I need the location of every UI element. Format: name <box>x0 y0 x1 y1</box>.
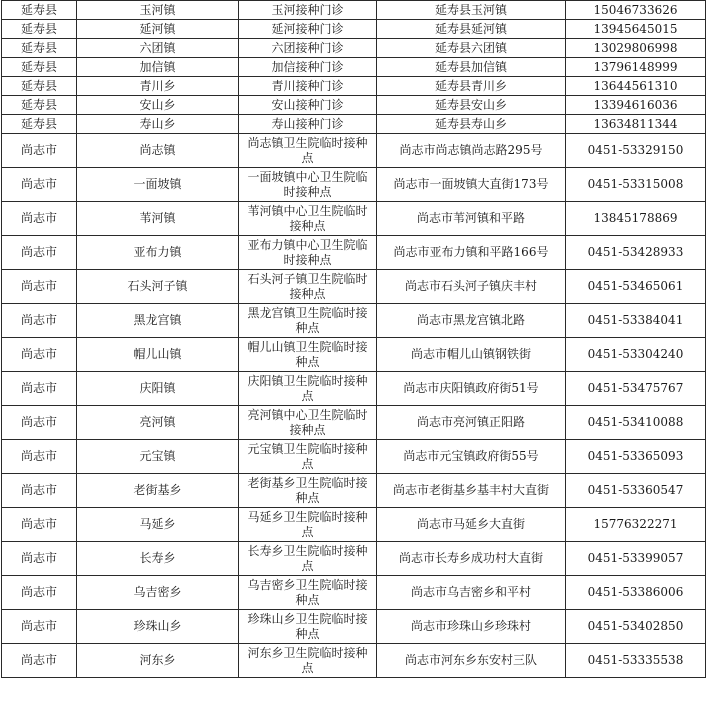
county-cell: 尚志市 <box>2 542 77 576</box>
site-cell: 乌吉密乡卫生院临时接种点 <box>239 576 377 610</box>
county-cell: 尚志市 <box>2 168 77 202</box>
phone-cell: 0451-53384041 <box>566 304 706 338</box>
address-cell: 尚志市乌吉密乡和平村 <box>377 576 566 610</box>
county-cell: 尚志市 <box>2 440 77 474</box>
county-cell: 延寿县 <box>2 1 77 20</box>
town-cell: 亚布力镇 <box>77 236 239 270</box>
county-cell: 尚志市 <box>2 372 77 406</box>
address-cell: 尚志市亚布力镇和平路166号 <box>377 236 566 270</box>
site-cell: 石头河子镇卫生院临时接种点 <box>239 270 377 304</box>
address-cell: 延寿县玉河镇 <box>377 1 566 20</box>
table-row <box>2 115 706 134</box>
address-cell: 尚志市亮河镇正阳路 <box>377 406 566 440</box>
phone-cell: 0451-53410088 <box>566 406 706 440</box>
county-cell: 尚志市 <box>2 338 77 372</box>
phone-cell: 13634811344 <box>566 115 706 134</box>
table-row <box>2 202 706 236</box>
town-cell: 苇河镇 <box>77 202 239 236</box>
site-cell: 老街基乡卫生院临时接种点 <box>239 474 377 508</box>
site-cell: 元宝镇卫生院临时接种点 <box>239 440 377 474</box>
site-cell: 寿山接种门诊 <box>239 115 377 134</box>
table-row <box>2 338 706 372</box>
phone-cell: 13796148999 <box>566 58 706 77</box>
county-cell: 延寿县 <box>2 58 77 77</box>
county-cell: 尚志市 <box>2 202 77 236</box>
phone-cell: 13945645015 <box>566 20 706 39</box>
town-cell: 加信镇 <box>77 58 239 77</box>
site-cell: 一面坡镇中心卫生院临时接种点 <box>239 168 377 202</box>
table-row <box>2 236 706 270</box>
site-cell: 苇河镇中心卫生院临时接种点 <box>239 202 377 236</box>
address-cell: 延寿县加信镇 <box>377 58 566 77</box>
town-cell: 乌吉密乡 <box>77 576 239 610</box>
county-cell: 延寿县 <box>2 20 77 39</box>
county-cell: 尚志市 <box>2 508 77 542</box>
address-cell: 尚志市元宝镇政府街55号 <box>377 440 566 474</box>
address-cell: 尚志市老街基乡基丰村大直街 <box>377 474 566 508</box>
phone-cell: 13029806998 <box>566 39 706 58</box>
county-cell: 尚志市 <box>2 474 77 508</box>
town-cell: 老街基乡 <box>77 474 239 508</box>
phone-cell: 15776322271 <box>566 508 706 542</box>
address-cell: 尚志市马延乡大直街 <box>377 508 566 542</box>
table-body <box>2 1 706 678</box>
table-row <box>2 134 706 168</box>
phone-cell: 0451-53304240 <box>566 338 706 372</box>
town-cell: 石头河子镇 <box>77 270 239 304</box>
town-cell: 亮河镇 <box>77 406 239 440</box>
county-cell: 尚志市 <box>2 236 77 270</box>
table-row <box>2 77 706 96</box>
phone-cell: 13644561310 <box>566 77 706 96</box>
address-cell: 尚志市黑龙宫镇北路 <box>377 304 566 338</box>
phone-cell: 0451-53399057 <box>566 542 706 576</box>
table-row <box>2 440 706 474</box>
address-cell: 尚志市尚志镇尚志路295号 <box>377 134 566 168</box>
table-row <box>2 20 706 39</box>
county-cell: 尚志市 <box>2 406 77 440</box>
phone-cell: 0451-53386006 <box>566 576 706 610</box>
address-cell: 延寿县安山乡 <box>377 96 566 115</box>
town-cell: 安山乡 <box>77 96 239 115</box>
site-cell: 长寿乡卫生院临时接种点 <box>239 542 377 576</box>
county-cell: 延寿县 <box>2 39 77 58</box>
phone-cell: 13394616036 <box>566 96 706 115</box>
address-cell: 延寿县六团镇 <box>377 39 566 58</box>
town-cell: 寿山乡 <box>77 115 239 134</box>
table-row <box>2 58 706 77</box>
table-row <box>2 304 706 338</box>
site-cell: 马延乡卫生院临时接种点 <box>239 508 377 542</box>
county-cell: 尚志市 <box>2 304 77 338</box>
site-cell: 亮河镇中心卫生院临时接种点 <box>239 406 377 440</box>
town-cell: 青川乡 <box>77 77 239 96</box>
site-cell: 珍珠山乡卫生院临时接种点 <box>239 610 377 644</box>
town-cell: 六团镇 <box>77 39 239 58</box>
address-cell: 尚志市珍珠山乡珍珠村 <box>377 610 566 644</box>
address-cell: 尚志市一面坡镇大直街173号 <box>377 168 566 202</box>
table-row <box>2 474 706 508</box>
phone-cell: 0451-53365093 <box>566 440 706 474</box>
town-cell: 珍珠山乡 <box>77 610 239 644</box>
site-cell: 玉河接种门诊 <box>239 1 377 20</box>
site-cell: 黑龙宫镇卫生院临时接种点 <box>239 304 377 338</box>
table-row <box>2 644 706 678</box>
town-cell: 尚志镇 <box>77 134 239 168</box>
phone-cell: 0451-53360547 <box>566 474 706 508</box>
address-cell: 尚志市石头河子镇庆丰村 <box>377 270 566 304</box>
county-cell: 尚志市 <box>2 576 77 610</box>
county-cell: 延寿县 <box>2 77 77 96</box>
address-cell: 尚志市庆阳镇政府街51号 <box>377 372 566 406</box>
county-cell: 延寿县 <box>2 96 77 115</box>
table-row <box>2 576 706 610</box>
address-cell: 延寿县寿山乡 <box>377 115 566 134</box>
table-row <box>2 542 706 576</box>
phone-cell: 15046733626 <box>566 1 706 20</box>
town-cell: 庆阳镇 <box>77 372 239 406</box>
address-cell: 尚志市苇河镇和平路 <box>377 202 566 236</box>
town-cell: 帽儿山镇 <box>77 338 239 372</box>
phone-cell: 0451-53428933 <box>566 236 706 270</box>
county-cell: 尚志市 <box>2 270 77 304</box>
table-row <box>2 406 706 440</box>
town-cell: 延河镇 <box>77 20 239 39</box>
town-cell: 长寿乡 <box>77 542 239 576</box>
table-row <box>2 168 706 202</box>
table-row <box>2 372 706 406</box>
phone-cell: 0451-53335538 <box>566 644 706 678</box>
town-cell: 河东乡 <box>77 644 239 678</box>
table-row <box>2 270 706 304</box>
phone-cell: 13845178869 <box>566 202 706 236</box>
table-row <box>2 96 706 115</box>
site-cell: 庆阳镇卫生院临时接种点 <box>239 372 377 406</box>
phone-cell: 0451-53475767 <box>566 372 706 406</box>
site-cell: 亚布力镇中心卫生院临时接种点 <box>239 236 377 270</box>
table-row <box>2 1 706 20</box>
town-cell: 黑龙宫镇 <box>77 304 239 338</box>
county-cell: 尚志市 <box>2 134 77 168</box>
table-row <box>2 508 706 542</box>
site-cell: 青川接种门诊 <box>239 77 377 96</box>
address-cell: 尚志市帽儿山镇钢铁街 <box>377 338 566 372</box>
town-cell: 一面坡镇 <box>77 168 239 202</box>
site-cell: 延河接种门诊 <box>239 20 377 39</box>
site-cell: 尚志镇卫生院临时接种点 <box>239 134 377 168</box>
address-cell: 延寿县延河镇 <box>377 20 566 39</box>
county-cell: 尚志市 <box>2 610 77 644</box>
site-cell: 安山接种门诊 <box>239 96 377 115</box>
phone-cell: 0451-53465061 <box>566 270 706 304</box>
phone-cell: 0451-53315008 <box>566 168 706 202</box>
county-cell: 延寿县 <box>2 115 77 134</box>
site-cell: 帽儿山镇卫生院临时接种点 <box>239 338 377 372</box>
table-row <box>2 39 706 58</box>
county-cell: 尚志市 <box>2 644 77 678</box>
table-row <box>2 610 706 644</box>
site-cell: 河东乡卫生院临时接种点 <box>239 644 377 678</box>
phone-cell: 0451-53402850 <box>566 610 706 644</box>
site-cell: 六团接种门诊 <box>239 39 377 58</box>
town-cell: 马延乡 <box>77 508 239 542</box>
address-cell: 延寿县青川乡 <box>377 77 566 96</box>
address-cell: 尚志市河东乡东安村三队 <box>377 644 566 678</box>
vaccination-sites-table <box>1 0 706 678</box>
phone-cell: 0451-53329150 <box>566 134 706 168</box>
address-cell: 尚志市长寿乡成功村大直街 <box>377 542 566 576</box>
site-cell: 加信接种门诊 <box>239 58 377 77</box>
town-cell: 元宝镇 <box>77 440 239 474</box>
town-cell: 玉河镇 <box>77 1 239 20</box>
